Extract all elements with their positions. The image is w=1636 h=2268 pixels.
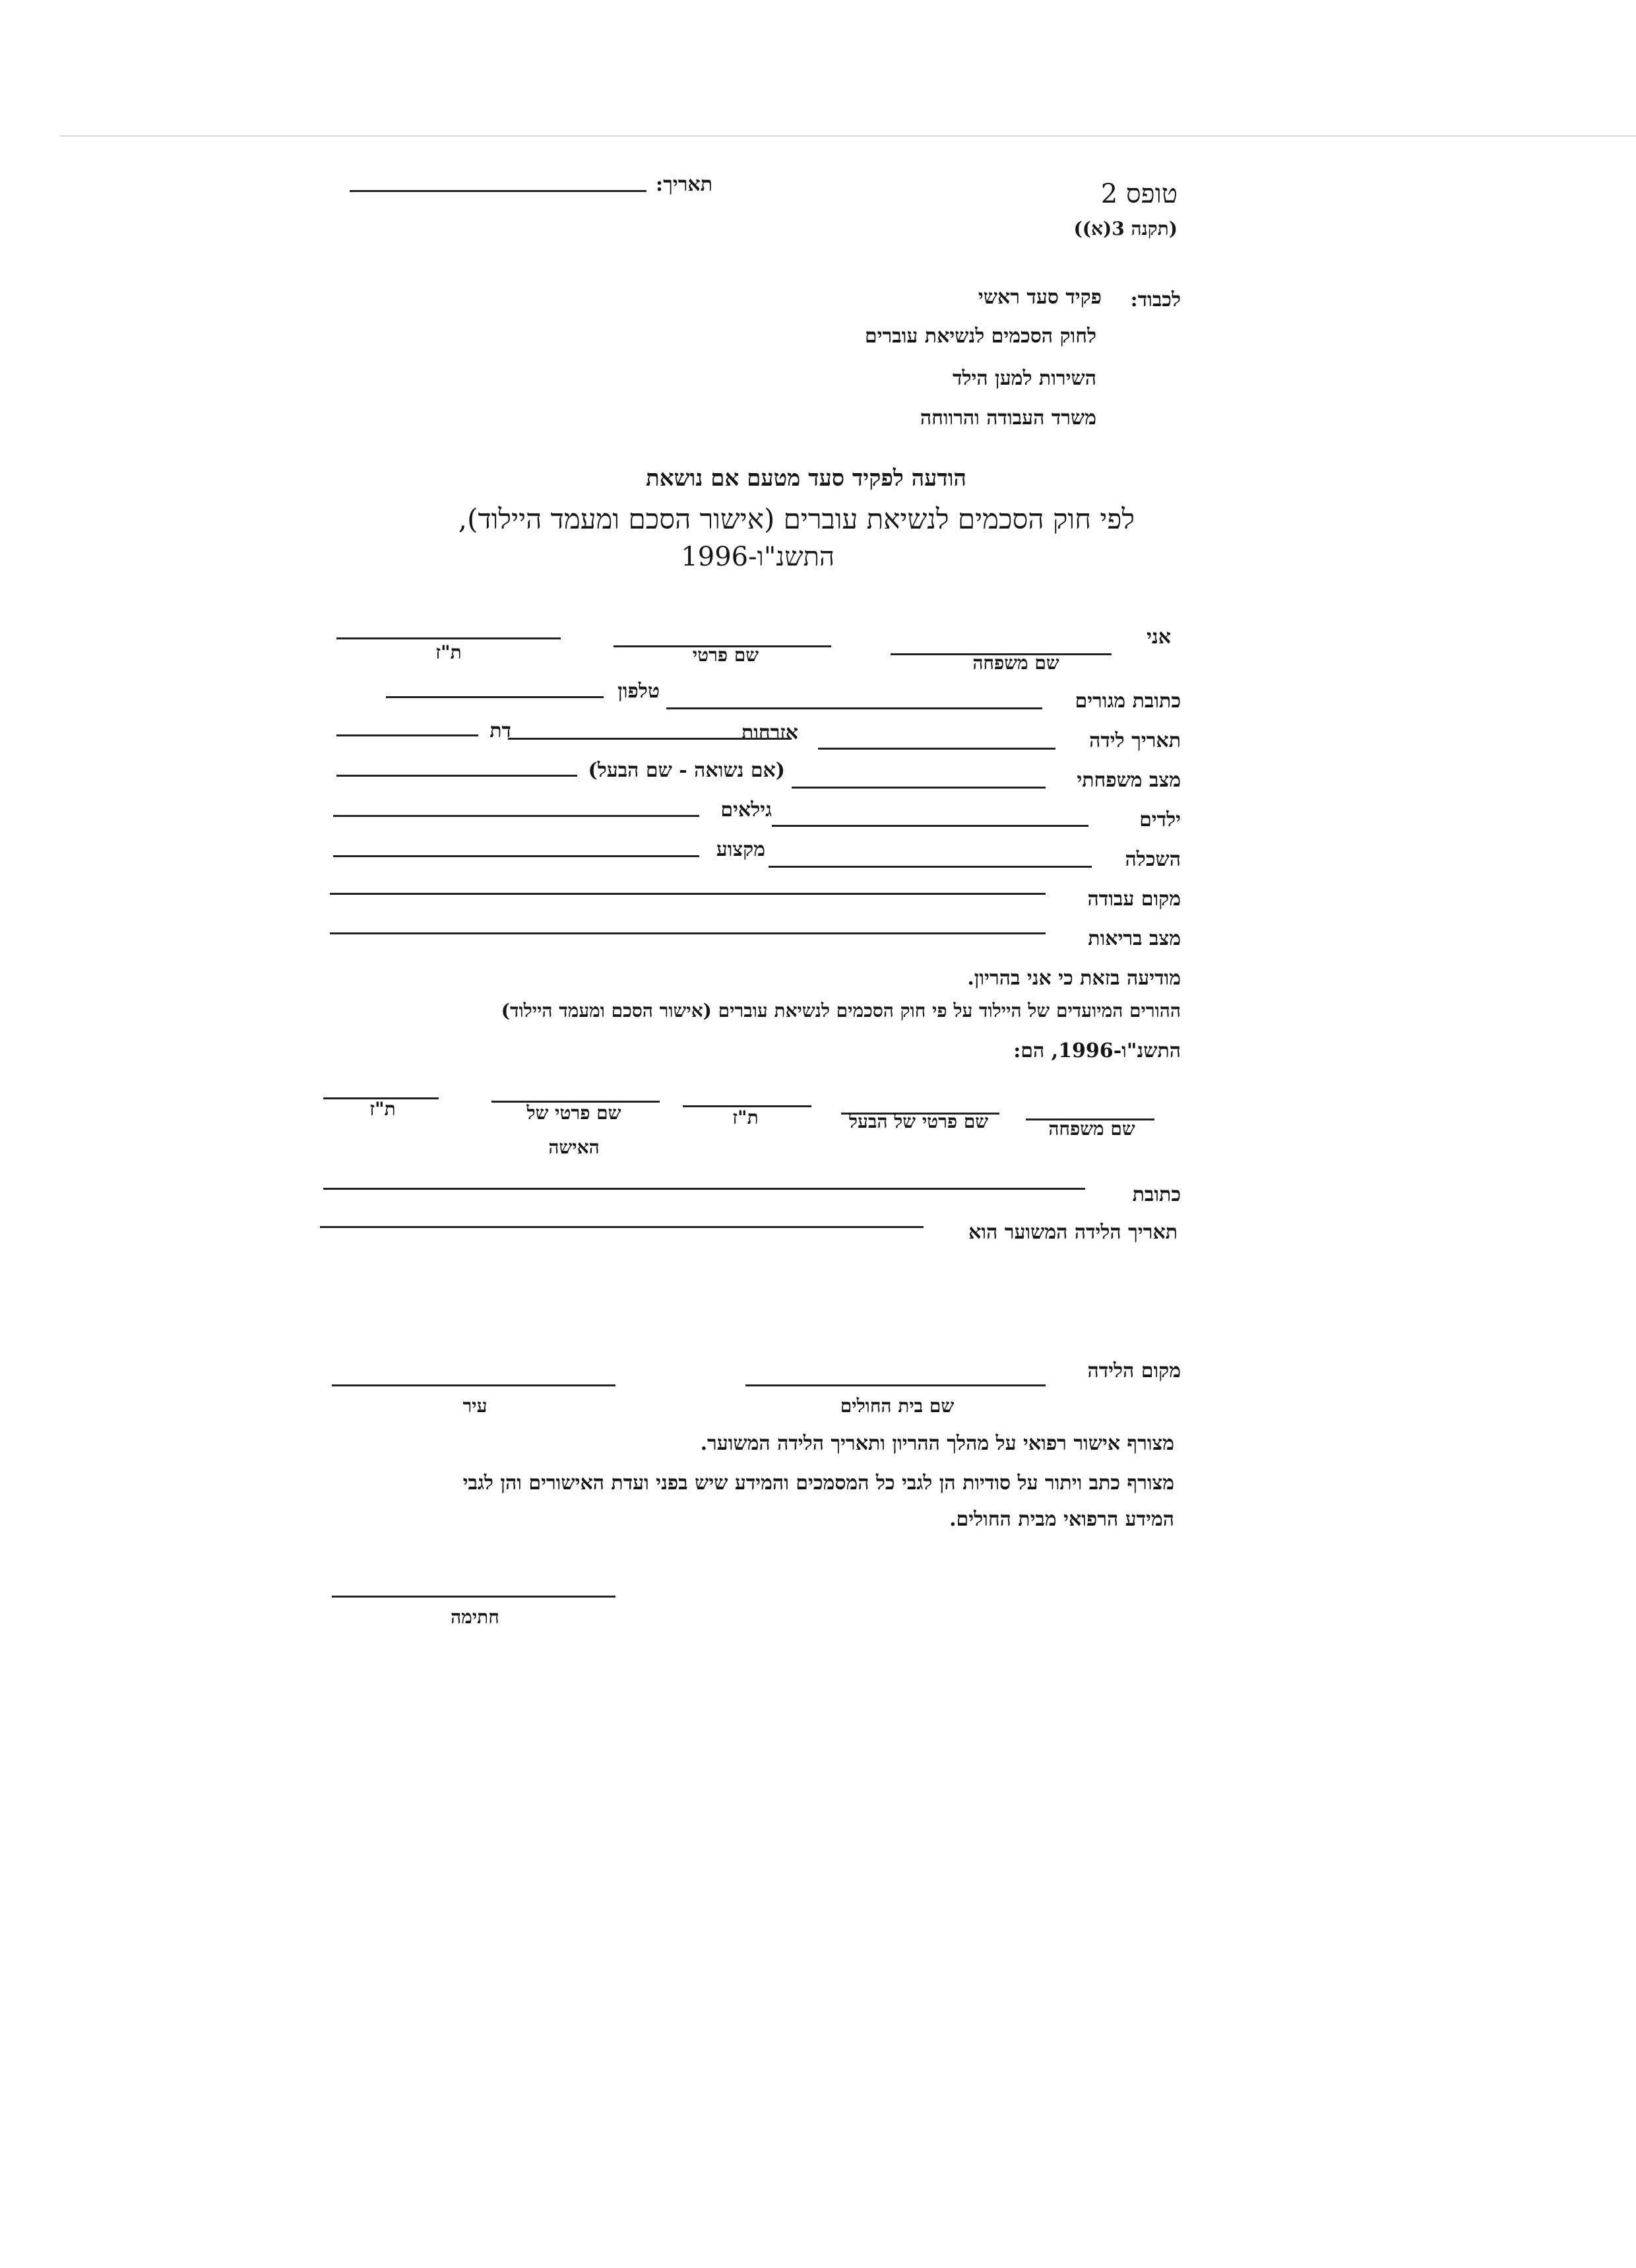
ages-field[interactable] (333, 815, 699, 817)
attachment-line-2: מצורף כתב ויתור על סודיות הן לגבי כל המסמכים והמידע שיש בפני ועדת האישורים והן לגבי (462, 1472, 1174, 1495)
health-field[interactable] (330, 932, 1046, 934)
husband-first-name-caption: שם פרטי של הבעל (848, 1111, 989, 1132)
ages-label: גילאים (720, 798, 772, 822)
law-title-line-1: לפי חוק הסכמים לנשיאת עוברים (אישור הסכם ומעמד היילוד), (458, 503, 1135, 535)
recipient-line-3: השירות למען הילד (953, 367, 1096, 390)
wife-first-name-caption-1: שם פרטי של (526, 1102, 621, 1124)
marital-status-field[interactable] (792, 787, 1046, 789)
citizenship-label: אזרחות (741, 721, 798, 744)
workplace-label: מקום עבודה (1087, 888, 1181, 911)
children-label: ילדים (1139, 808, 1181, 831)
attachment-line-1: מצורף אישור רפואי על מהלך ההריון ותאריך הלידה המשוער. (700, 1432, 1174, 1455)
declaration-line-2: ההורים המיועדים של היילוד על פי חוק הסכמים לנשיאת עוברים (אישור הסכם ומעמד היילוד) (501, 1000, 1181, 1021)
id-field[interactable] (336, 637, 561, 639)
hospital-name-caption: שם בית החולים (840, 1395, 955, 1417)
scan-edge-line (59, 135, 1636, 137)
education-label: השכלה (1125, 848, 1181, 871)
wife-first-name-caption-2: האישה (548, 1136, 600, 1158)
religion-field[interactable] (336, 734, 478, 736)
recipient-line-1: פקיד סעד ראשי (978, 286, 1102, 309)
address-label: כתובת מגורים (1075, 690, 1181, 713)
signature-field[interactable] (332, 1596, 615, 1598)
expected-birth-field[interactable] (320, 1226, 924, 1228)
parents-address-field[interactable] (323, 1188, 1085, 1190)
phone-label: טלפון (617, 680, 660, 703)
parents-family-name-caption: שם משפחה (1048, 1118, 1135, 1140)
phone-field[interactable] (386, 696, 604, 698)
profession-label: מקצוע (716, 838, 765, 861)
identity-lead: אני (1147, 626, 1171, 649)
hospital-name-field[interactable] (745, 1384, 1046, 1386)
birth-date-field[interactable] (818, 748, 1055, 750)
birth-place-label: מקום הלידה (1087, 1359, 1181, 1382)
city-field[interactable] (332, 1384, 615, 1386)
family-name-caption: שם משפחה (972, 652, 1059, 674)
education-field[interactable] (769, 866, 1092, 868)
form-title: טופס 2 (1100, 179, 1178, 209)
birth-date-label: תאריך לידה (1089, 729, 1181, 752)
date-label: תאריך: (656, 173, 712, 196)
law-title-line-2: התשנ"ו-1996 (681, 542, 834, 572)
recipient-label: לכבוד: (1130, 288, 1181, 311)
health-label: מצב בריאות (1088, 927, 1181, 950)
profession-field[interactable] (333, 855, 699, 857)
declaration-line-3: התשנ"ו-1996, הם: (1013, 1039, 1181, 1062)
marital-status-label: מצב משפחתי (1077, 769, 1181, 792)
city-caption: עיר (462, 1395, 488, 1417)
children-field[interactable] (772, 825, 1088, 827)
recipient-line-4: משרד העבודה והרווחה (920, 406, 1096, 430)
religion-label: דת (489, 719, 511, 742)
recipient-line-2: לחוק הסכמים לנשיאת עוברים (864, 325, 1096, 348)
expected-birth-label: תאריך הלידה המשוער הוא (968, 1221, 1178, 1244)
parents-address-label: כתובת (1132, 1183, 1181, 1206)
date-field[interactable] (350, 190, 646, 192)
husband-name-field[interactable] (336, 775, 577, 777)
address-field[interactable] (666, 707, 1042, 709)
declaration-line-1: מודיעה בזאת כי אני בהריון. (967, 967, 1181, 990)
husband-id-caption: ת"ז (732, 1107, 759, 1128)
citizenship-field[interactable] (508, 738, 792, 740)
signature-caption: חתימה (451, 1606, 499, 1628)
attachment-line-3: המידע הרפואי מבית החולים. (949, 1508, 1174, 1531)
document-title: הודעה לפקיד סעד מטעם אם נושאת (646, 465, 966, 492)
wife-id-caption: ת"ז (369, 1098, 396, 1120)
first-name-caption: שם פרטי (692, 644, 759, 666)
if-married-label: (אם נשואה - שם הבעל) (588, 759, 785, 782)
id-caption: ת"ז (435, 641, 462, 663)
regulation-ref: (תקנה 3(א)) (1073, 218, 1178, 240)
workplace-field[interactable] (330, 893, 1046, 895)
